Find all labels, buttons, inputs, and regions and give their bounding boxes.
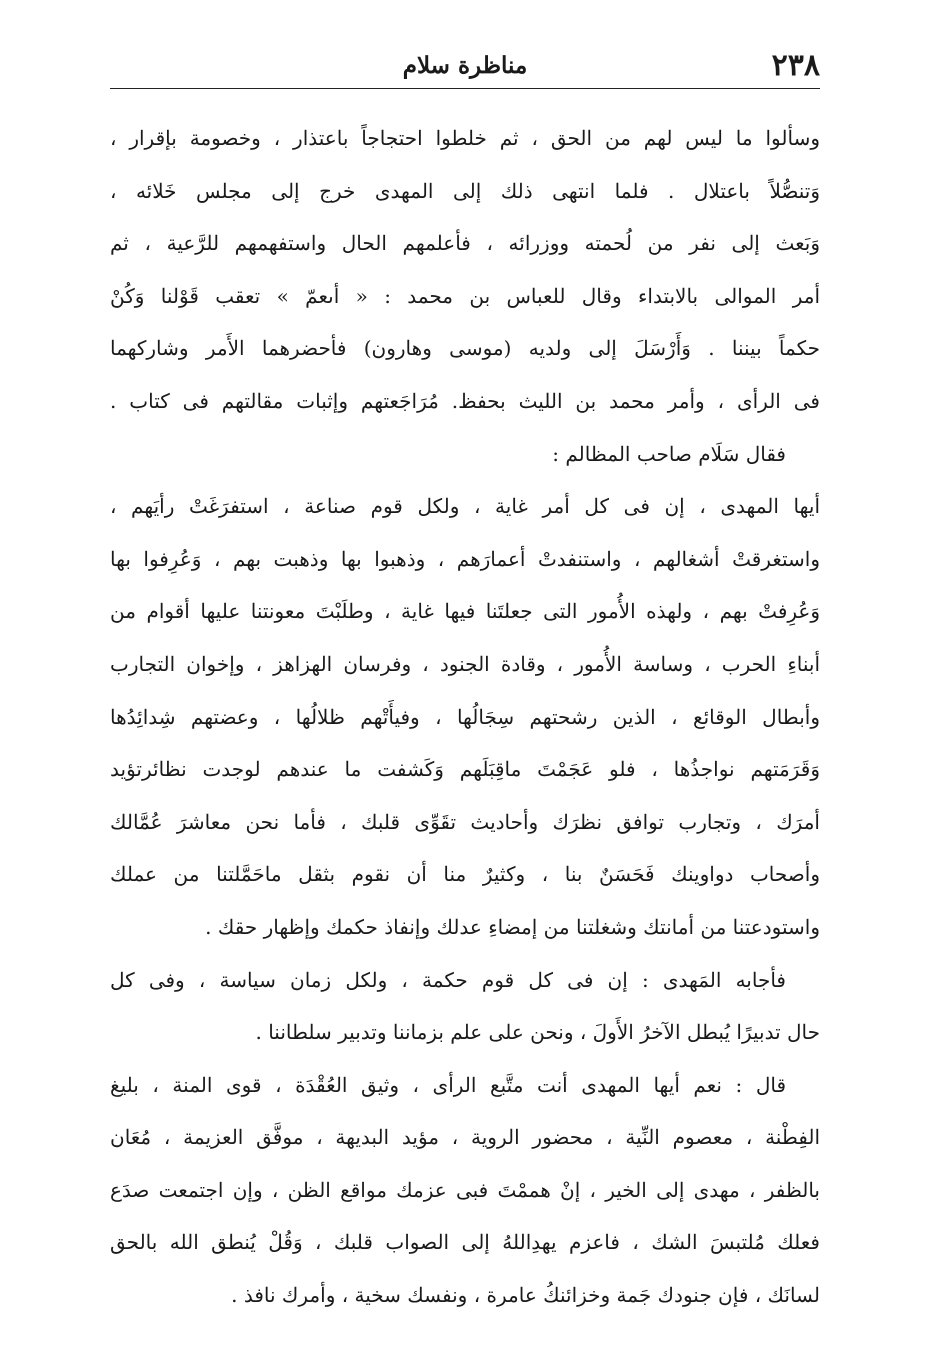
page-header [110, 46, 820, 90]
text-line: حكماً بيننا . وَأَرْسَلَ إلى ولديه (موسى وهارون) فأحضرهما الأَمر وشاركهما [110, 336, 820, 361]
text-line: أمر الموالى بالابتداء وقال للعباس بن محمد : « أىعمّ » تعقب قَوْلنا وَكُنْ [110, 283, 820, 308]
text-line: أمرَك ، وتجارب توافق نظرَك وأحاديث تقَوِّى قلبك ، فأما نحن معاشرَ عُمَّالك [110, 809, 820, 834]
text-line: واستغرقتْ أشغالهم ، واستنفدتْ أعمارَهم ، وذهبوا بها وذهبت بهم ، وَعُرِفوا بها [110, 546, 820, 571]
text-line: وَبَعث إلى نفر من لُحمته ووزرائه ، فأعلمهم الحال واستفهمهم للرَّعية ، ثم [110, 231, 820, 256]
text-line: وَقَرَمَتهم نواجذُها ، فلو عَجَمْتَ ماقِبَلَهم وَكَشفت ما عندهم لوجدت نظائرتؤيد [110, 757, 820, 782]
text-line: وَتنصُّلاً باعتلال . فلما انتهى ذلك إلى المهدى خرج إلى مجلس خَلائه ، [110, 178, 820, 203]
page-number: ٢٣٨ [771, 48, 820, 83]
text-line: فعلك مُلتبسَ الشك ، فاعزم يهدِاللهُ إلى الصواب قلبك ، وَقُلْ يُنطق الله بالحق [110, 1230, 820, 1255]
text-line: واستودعتنا من أمانتك وشغلتنا من إمضاءِ عدلك وإنفاذ حكمك وإظهار حقك . [205, 914, 820, 939]
text-line: وَعُرِفتْ بهم ، ولهذه الأُمور التى جعلتَنا فيها غاية ، وطلَبْتَ معونتنا عليها أقوام من [110, 599, 820, 624]
text-line: وسألوا ما ليس لهم من الحق ، ثم خلطوا احتجاجاً باعتذار ، وخصومة بإقرار ، [110, 126, 820, 150]
text-line: فأجابه المَهدى : إن فى كل قوم حكمة ، ولكل زمان سياسة ، وفى كل [110, 967, 786, 992]
text-line: لسانَك ، فإن جنودك جَمة وخزائنكُ عامرة ، ونفسك سخية ، وأمرك نافذ . [231, 1283, 820, 1308]
text-line: وأبطال الوقائع ، الذين رشحتهم سِجَالُها ، وفيأَتْهم ظلالُها ، وعضتهم شِدائِدُها [110, 704, 820, 729]
text-line: بالظفر ، مهدى إلى الخير ، إنْ هممْتَ فبى عزمك مواقع الظن ، وإن اجتمعت صدَع [110, 1177, 820, 1202]
text-line: أيها المهدى ، إن فى كل أمر غاية ، ولكل قوم صناعة ، استفرَغَتْ رأيَهم ، [110, 494, 820, 519]
text-line: قال : نعم أيها المهدى أنت متَّبع الرأى ، وثيق العُقْدَة ، قوى المنة ، بليغ [110, 1072, 786, 1097]
text-line: فقال سَلَام صاحب المظالم : [552, 441, 786, 466]
header-rule [110, 88, 820, 89]
running-title: مناظرة سلام [402, 52, 528, 79]
text-line: حال تدبيرًا يُبطل الآخرُ الأَولَ ، ونحن على علم بزماننا وتدبير سلطاننا . [255, 1020, 820, 1045]
text-line: أبناءِ الحرب ، وساسة الأُمور ، وقادة الجنود ، وفرسان الهزاهز ، وإخوان التجارب [110, 651, 820, 676]
text-line: فى الرأى ، وأمر محمد بن الليث بحفظ. مُرَاجَعتهم وإثبات مقالتهم فى كتاب . [110, 388, 820, 413]
text-line: الفِطْنة ، معصوم النِّية ، محضور الروية ، مؤيد البديهة ، موفَّق العزيمة ، مُعَان [110, 1125, 820, 1150]
body-text [110, 112, 820, 1322]
text-line: وأصحاب دواوينك فَحَسَنٌ بنا ، وكثيرٌ منا أن نقوم بثقل ماحَمَّلتنا من عملك [110, 862, 820, 887]
